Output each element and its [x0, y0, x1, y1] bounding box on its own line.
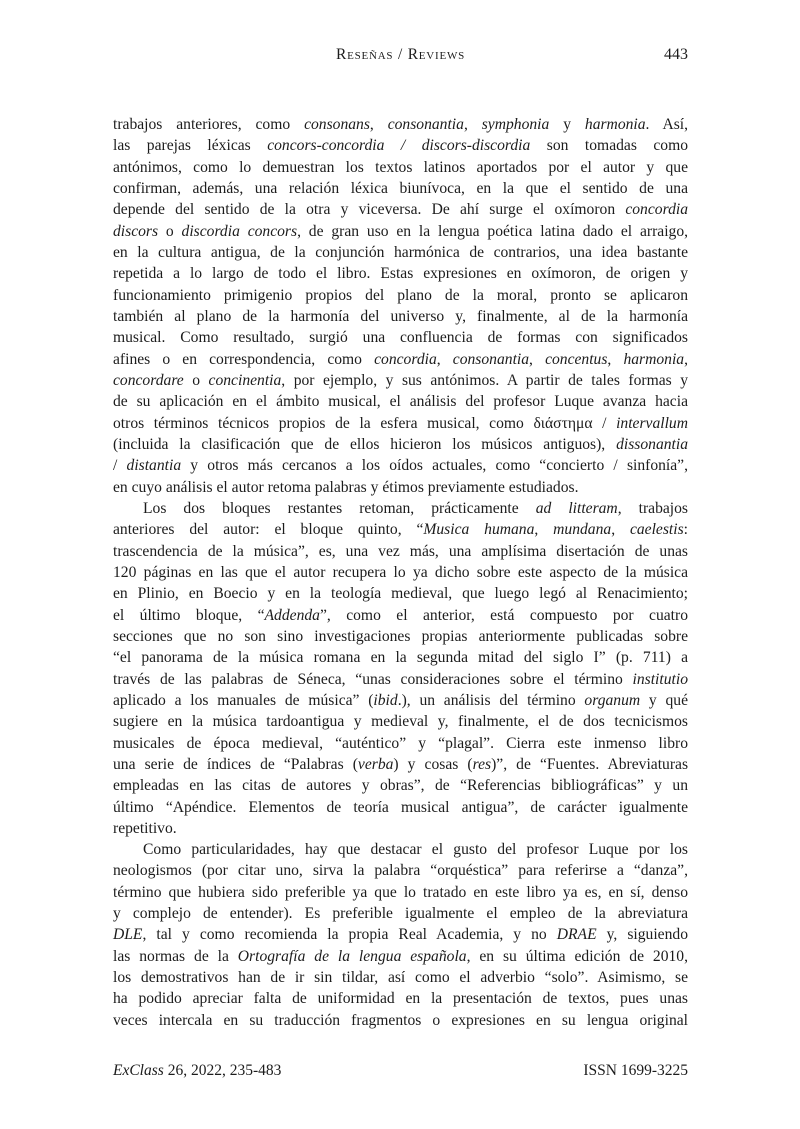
text-line: empleadas en las citas de autores y obras”, de “Referencias bibliográficas” y un: [113, 777, 688, 795]
text-line: / distantia y otros más cercanos a los oídos actuales, como “concierto / sinfonía”,: [113, 457, 689, 475]
text-line: concordare o concinentia, por ejemplo, y sus antónimos. A partir de tales formas y: [113, 371, 688, 389]
text-line: en Plinio, en Boecio y en la teología medieval, que luego legó al Renacimiento;: [113, 585, 688, 603]
text-line: sugiere en la música tardoantigua y medieval y, finalmente, el de dos tecnicismos: [113, 713, 688, 731]
text-line: DLE, tal y como recomienda la propia Real Academia, y no DRAE y, siguiendo: [113, 926, 688, 944]
text-line: las normas de la Ortografía de la lengua española, en su última edición de 2010,: [113, 947, 688, 965]
footer-journal-name: ExClass: [113, 1062, 164, 1079]
footer-citation: [113, 1061, 281, 1081]
paragraph: [113, 498, 688, 839]
text-line: secciones que no son sino investigaciones propias anteriormente publicadas sobre: [113, 627, 688, 645]
text-line: en la cultura antigua, de la conjunción harmónica de contrarios, una idea bastante: [113, 243, 688, 261]
text-line: neologismos (por citar uno, sirva la palabra “orquéstica” para referirse a “danza”,: [113, 862, 688, 880]
text-line: repetitivo.: [113, 819, 177, 837]
text-line: el último bloque, “Addenda”, como el anterior, está compuesto por cuatro: [113, 606, 688, 624]
text-line: las parejas léxicas concors-concordia / discors-discordia son tomadas como: [113, 137, 689, 155]
text-line: de su aplicación en el ámbito musical, el análisis del profesor Luque avanza hacia: [113, 393, 688, 411]
running-header: [113, 45, 688, 65]
text-line: Los dos bloques restantes retoman, prácticamente ad litteram, trabajos: [143, 499, 688, 517]
text-line: musical. Como resultado, surgió una confluencia de formas con significados: [113, 329, 688, 347]
text-line: confirman, además, una relación léxica biunívoca, en la que el sentido de una: [113, 179, 688, 197]
text-line: aplicado a los manuales de música” (ibid.), un análisis del término organum y qué: [113, 691, 689, 709]
text-line: funcionamiento primigenio propios del plano de la moral, pronto se aplicaron: [113, 286, 688, 304]
paragraph: [113, 839, 688, 1031]
text-line: antónimos, como lo demuestran los textos latinos aportados por el autor y que: [113, 158, 688, 176]
page-footer: [113, 1061, 688, 1081]
text-line: repetida a lo largo de todo el libro. Estas expresiones en oxímoron, de origen y: [113, 265, 688, 283]
text-line: último “Apéndice. Elementos de teoría musical antigua”, de carácter igualmente: [113, 798, 688, 816]
running-header-title: Reseñas / Reviews: [335, 46, 465, 63]
text-line: otros términos técnicos propios de la esfera musical, como διάστημα / intervallum: [113, 414, 688, 432]
text-line: “el panorama de la música romana en la segunda mitad del siglo I” (p. 711) a: [113, 649, 688, 667]
page-number: 443: [664, 46, 688, 63]
text-line: y complejo de entender). Es preferible igualmente el empleo de la abreviatura: [113, 905, 688, 923]
text-line: veces intercala en su traducción fragmentos o expresiones en su lengua original: [113, 1011, 688, 1029]
text-line: también al plano de la harmonía del universo y, finalmente, al de la harmonía: [113, 307, 688, 325]
text-block: [113, 114, 688, 1031]
text-line: una serie de índices de “Palabras (verba) y cosas (res)”, de “Fuentes. Abreviaturas: [113, 755, 689, 773]
text-line: los demostrativos han de ir sin tildar, así como el adverbio “solo”. Asimismo, se: [113, 969, 688, 987]
text-line: en cuyo análisis el autor retoma palabras y étimos previamente estudiados.: [113, 478, 579, 496]
text-line: depende del sentido de la otra y viceversa. De ahí surge el oxímoron concordia: [113, 201, 688, 219]
text-line: 120 páginas en las que el autor recupera lo ya dicho sobre este aspecto de la música: [113, 563, 688, 581]
text-line: trascendencia de la música”, es, una vez más, una amplísima disertación de unas: [113, 542, 688, 560]
paragraph: [113, 114, 688, 498]
text-line: musicales de época medieval, “auténtico” y “plagal”. Cierra este inmenso libro: [113, 734, 688, 752]
text-line: (incluida la clasificación que de ellos hicieron los músicos antiguos), dissonantia: [113, 435, 688, 453]
text-line: afines o en correspondencia, como concordia, consonantia, concentus, harmonia,: [113, 350, 689, 368]
footer-citation-rest: 26, 2022, 235-483: [163, 1062, 282, 1079]
footer-issn: ISSN 1699-3225: [583, 1062, 688, 1079]
text-line: través de las palabras de Séneca, “unas consideraciones sobre el término institutio: [113, 670, 688, 688]
text-line: anteriores del autor: el bloque quinto, “Musica humana, mundana, caelestis:: [113, 521, 688, 539]
text-line: término que hubiera sido preferible ya que lo tratado en este libro ya es, en sí, denso: [113, 883, 688, 901]
text-line: ha podido apreciar falta de uniformidad en la presentación de textos, pues unas: [113, 990, 688, 1008]
text-line: trabajos anteriores, como consonans, consonantia, symphonia y harmonia. Así,: [113, 116, 689, 133]
text-line: discors o discordia concors, de gran uso en la lengua poética latina dado el arraigo,: [113, 222, 689, 240]
text-line: Como particularidades, hay que destacar el gusto del profesor Luque por los: [143, 841, 688, 859]
